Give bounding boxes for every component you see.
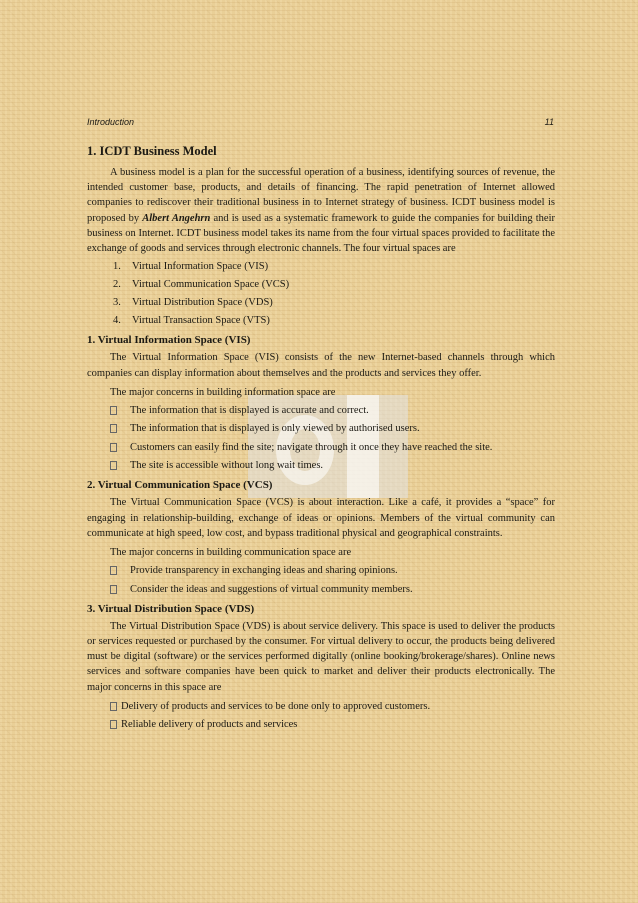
vis-concerns-list <box>87 403 555 473</box>
list-label: Virtual Transaction Space (VTS) <box>132 315 270 327</box>
vds-paragraph: The Virtual Distribution Space (VDS) is about service delivery. This space is used to deliver the products or services requested or purchased by the consumer. For virtual delivery to occur, the products being delivered must be digital (software) or the services performed digitally (online booking/brokerage/shares). Online news services and software companies have been quick to market and deliver their products electronically. The major concerns in this space are <box>87 620 555 693</box>
checkbox-glyph-icon <box>110 720 117 729</box>
list-number: 2. <box>113 279 121 291</box>
list-text: Consider the ideas and suggestions of virtual community members. <box>130 583 413 595</box>
vds-concerns-list <box>87 699 555 733</box>
checkbox-glyph-icon <box>110 406 117 415</box>
list-item <box>110 563 555 578</box>
list-item <box>110 582 555 597</box>
vcs-concerns-list <box>87 563 555 597</box>
intro-text-end: and is used as a systematic framework to guide the companies for building their business on Internet. ICDT business model takes its name from the four virtual spaces provided to facilitate the exchange of goods and services through electronic channels. The four virtual spaces are <box>87 212 555 255</box>
list-number: 1. <box>113 261 121 273</box>
list-item <box>113 277 555 292</box>
checkbox-glyph-icon <box>110 461 117 470</box>
list-number: 3. <box>113 297 121 309</box>
list-item <box>110 440 555 455</box>
list-label: Virtual Information Space (VIS) <box>132 261 269 273</box>
author-name: Albert Angehrn <box>142 212 211 224</box>
list-text: Provide transparency in exchanging ideas and sharing opinions. <box>130 565 398 577</box>
list-item <box>113 259 555 274</box>
intro-paragraph <box>87 165 555 256</box>
list-item <box>113 313 555 328</box>
vds-heading: 3. Virtual Distribution Space (VDS) <box>87 602 255 615</box>
list-text: Reliable delivery of products and services <box>121 719 298 731</box>
list-item <box>110 699 555 714</box>
vis-heading: 1. Virtual Information Space (VIS) <box>87 334 251 347</box>
section-title: 1. ICDT Business Model <box>87 144 217 158</box>
list-text: Delivery of products and services to be done only to approved customers. <box>121 700 431 712</box>
running-header <box>87 117 554 127</box>
checkbox-glyph-icon <box>110 443 117 452</box>
page-content <box>87 143 555 736</box>
header-page-number: 11 <box>544 117 554 127</box>
checkbox-glyph-icon <box>110 566 117 575</box>
list-number: 4. <box>113 315 121 327</box>
list-item <box>110 421 555 436</box>
intro-text-start: A business model is a plan for the successful operation of a business, identifying sources of revenue, the intended customer base, products, and details of financing. The rapid penetration of Internet allowed companies to rediscover their traditional business in to Internet strategy of business. ICDT business model is proposed by <box>87 167 555 224</box>
list-text: The information that is displayed is accurate and correct. <box>130 405 369 417</box>
list-text: Customers can easily find the site; navigate through it once they have reached the site. <box>130 441 493 453</box>
list-text: The site is accessible without long wait times. <box>130 460 324 472</box>
list-item <box>110 717 555 732</box>
virtual-spaces-list <box>87 259 555 328</box>
vcs-paragraph: The Virtual Communication Space (VCS) is about interaction. Like a café, it provides a “space” for engaging in relationship-building, exchange of ideas or opinions. Members of the virtual community can communicate at high speed, low cost, and bypass traditional physical and geographical constraints. <box>87 497 555 539</box>
list-item <box>110 458 555 473</box>
checkbox-glyph-icon <box>110 424 117 433</box>
list-label: Virtual Distribution Space (VDS) <box>132 297 273 309</box>
vcs-heading: 2. Virtual Communication Space (VCS) <box>87 479 273 492</box>
checkbox-glyph-icon <box>110 702 117 711</box>
list-label: Virtual Communication Space (VCS) <box>132 279 290 291</box>
vcs-concern-intro: The major concerns in building communication space are <box>110 547 352 559</box>
list-item <box>113 295 555 310</box>
header-section-title: Introduction <box>87 117 135 127</box>
list-text: The information that is displayed is only viewed by authorised users. <box>130 423 420 435</box>
vis-concern-intro: The major concerns in building information space are <box>110 386 336 398</box>
checkbox-glyph-icon <box>110 585 117 594</box>
list-item <box>110 403 555 418</box>
vis-paragraph: The Virtual Information Space (VIS) consists of the new Internet-based channels through which companies can display information about themselves and the products and services they offer. <box>87 352 555 379</box>
